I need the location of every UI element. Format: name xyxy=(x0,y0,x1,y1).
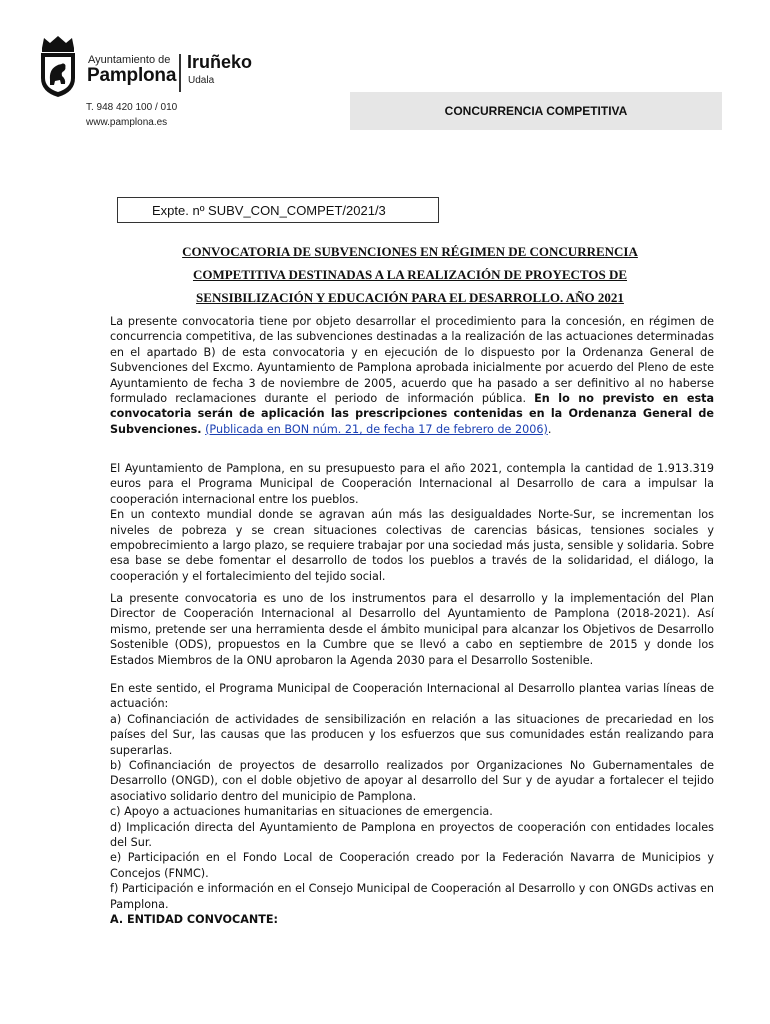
context-text: En un contexto mundial donde se agravan aún más las desigualdades Norte-Sur, se incrementan los niveles de pobreza y se crean situaciones colectivas de carencias básicas, tensiones sociales y empobrecimiento a largo plazo, se requiere trabajar por una sociedad más justa, sensible y solidaria. Sobre esa base se debe fomentar el desarrollo de todos los pueblos a través de la solidaridad, el diálogo, la cooperación y el fortalecimiento del tejido social. xyxy=(110,508,714,583)
contact-info xyxy=(86,100,177,130)
title-line: COMPETITIVA DESTINADAS A LA REALIZACIÓN DE PROYECTOS DE xyxy=(192,267,628,282)
intro-end: . xyxy=(547,422,552,436)
list-item: a) Cofinanciación de actividades de sensibilización en relación a las situaciones de precariedad en los países del Sur, las causas que las producen y los esfuerzos que sus comunidades están realizando para superarlas. xyxy=(110,712,714,757)
list-item: b) Cofinanciación de proyectos de desarrollo realizados por Organizaciones No Gubernamentales de Desarrollo (ONGD), con el doble objetivo de apoyar al desarrollo del Sur y de ayudar a fortalecer el tejido asociativo solidario dentro del municipio de Pamplona. xyxy=(110,759,714,803)
org-name-basque: Iruñeko xyxy=(187,52,253,72)
title-line: SENSIBILIZACIÓN Y EDUCACIÓN PARA EL DESARROLLO. AÑO 2021 xyxy=(196,290,624,305)
list-item: f) Participación e información en el Consejo Municipal de Cooperación al Desarrollo y con ONGDs activas en Pamplona. xyxy=(110,882,714,911)
logo-divider xyxy=(179,54,181,92)
coat-of-arms-icon xyxy=(36,34,80,98)
org-name-big: Pamplona xyxy=(87,65,177,86)
header-box xyxy=(350,92,722,130)
list-item: e) Participación en el Fondo Local de Cooperación creado por la Federación Navarra de Municipios y Concejos (FNMC). xyxy=(110,851,714,880)
action-lines-paragraph xyxy=(110,681,714,928)
document-title xyxy=(110,240,710,309)
section-heading: A. ENTIDAD CONVOCANTE: xyxy=(110,913,278,927)
bon-publication-link[interactable]: (Publicada en BON núm. 21, de fecha 17 de febrero de 2006) xyxy=(205,422,548,436)
budget-text: El Ayuntamiento de Pamplona, en su presupuesto para el año 2021, contempla la cantidad de 1.913.319 euros para el Programa Municipal de Cooperación Internacional al Desarrollo de cara a impulsar la cooperación internacional entre los pueblos. xyxy=(110,462,714,506)
phone-number: T. 948 420 100 / 010 xyxy=(86,102,178,113)
plan-director-paragraph xyxy=(110,591,714,668)
intro-paragraph xyxy=(110,314,714,437)
budget-paragraph xyxy=(110,461,714,584)
list-item: d) Implicación directa del Ayuntamiento de Pamplona en proyectos de cooperación con entidades locales del Sur. xyxy=(110,820,714,850)
ayuntamiento-logo xyxy=(36,34,266,98)
website-link[interactable]: www.pamplona.es xyxy=(86,117,168,128)
org-name-small: Ayuntamiento de xyxy=(88,54,171,66)
list-item: c) Apoyo a actuaciones humanitarias en situaciones de emergencia. xyxy=(110,805,493,819)
plan-director-text: La presente convocatoria es uno de los instrumentos para el desarrollo y la implementación del Plan Director de Cooperación Internacional al Desarrollo del Ayuntamiento de Pamplona (2018-2021). Así mismo, pretende ser una herramienta desde el ámbito municipal para alcanzar los Objetivos de Desarrollo Sostenible (ODS), propuestos en la Cumbre que se llevó a cabo en septiembre de 2015 y donde los Estados Miembros de la ONU aprobaron la Agenda 2030 para el Desarrollo Sostenible. xyxy=(110,592,714,667)
intro-text: La presente convocatoria tiene por objeto desarrollar el procedimiento para la concesión, en régimen de concurrencia competitiva, de las subvenciones destinadas a la realización de las actuaciones determinadas en el apartado B) de esta convocatoria y en ejecución de lo dispuesto por la Ordenanza General de Subvenciones del Excmo. Ayuntamiento de Pamplona aprobada inicialmente por acuerdo del Pleno de este Ayuntamiento de fecha 3 de noviembre de 2005, acuerdo que ha pasado a ser definitivo al no haberse formulado reclamaciones durante el periodo de información pública. xyxy=(110,315,714,406)
expediente-box xyxy=(117,197,439,223)
expediente-number: Expte. nº SUBV_CON_COMPET/2021/3 xyxy=(152,202,386,218)
action-lines-intro: En este sentido, el Programa Municipal de Cooperación Internacional al Desarrollo plantea varias líneas de actuación: xyxy=(110,682,714,711)
intro-bold-text: En lo no previsto en esta convocatoria serán de aplicación las prescripciones contenidas en la Ordenanza General de Subvenciones. xyxy=(110,392,714,436)
org-name-basque-sub: Udala xyxy=(188,75,215,86)
header-box-title: CONCURRENCIA COMPETITIVA xyxy=(444,104,628,118)
title-line: CONVOCATORIA DE SUBVENCIONES EN RÉGIMEN DE CONCURRENCIA xyxy=(182,244,638,259)
